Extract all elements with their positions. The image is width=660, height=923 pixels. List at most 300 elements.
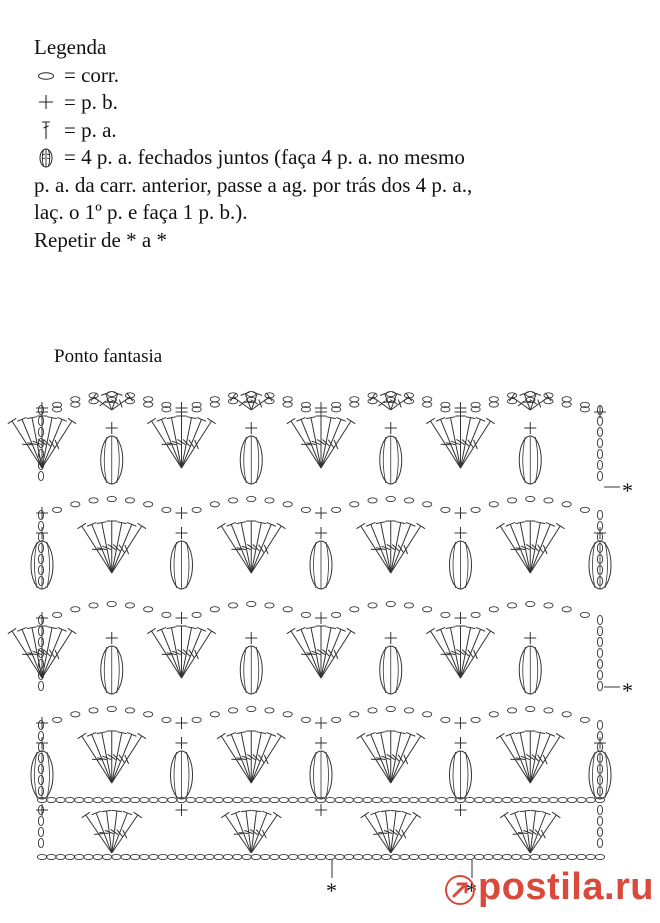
chain-stitch: [38, 827, 43, 836]
chain-stitch: [404, 708, 413, 713]
chain-stitch: [489, 712, 498, 717]
chain-stitch: [409, 797, 418, 802]
chain-stitch: [149, 797, 158, 802]
chain-stitch: [214, 797, 223, 802]
chain-stitch: [544, 498, 553, 503]
chain-stitch: [186, 854, 195, 859]
cluster-stitch-lines: [35, 541, 50, 589]
cluster-stitch-lines: [383, 646, 398, 694]
chain-stitch: [549, 797, 558, 802]
chain-stitch: [301, 717, 310, 722]
chain-stitch: [301, 507, 310, 512]
chain-stitch: [544, 708, 553, 713]
single-crochet-stitch: [106, 422, 118, 434]
chain-stitch: [597, 805, 602, 814]
chain-stitch: [38, 838, 43, 847]
double-crochet-stitch: [167, 417, 182, 468]
chain-stitch: [597, 681, 602, 690]
chain-stitch: [368, 498, 377, 503]
chain-stitch: [489, 402, 498, 407]
chain-stitch: [38, 510, 43, 519]
chain-stitch: [502, 854, 511, 859]
chain-stitch: [562, 402, 571, 407]
chain-stitch: [597, 816, 602, 825]
chain-stitch: [437, 854, 446, 859]
chain-stitch: [350, 607, 359, 612]
single-crochet-stitch: [245, 632, 257, 644]
chain-stitch: [38, 576, 43, 585]
chain-stitch: [47, 854, 56, 859]
chain-stitch: [335, 797, 344, 802]
single-crochet-stitch: [176, 737, 188, 749]
chain-stitch: [423, 402, 432, 407]
chain-stitch: [562, 712, 571, 717]
chain-stitch: [205, 854, 214, 859]
chain-stitch: [89, 603, 98, 608]
chain-stitch: [335, 854, 344, 859]
double-crochet-stitch: [87, 732, 112, 783]
chain-stitch: [53, 717, 62, 722]
chain-stitch: [247, 706, 256, 711]
chain-stitch: [577, 797, 586, 802]
double-crochet-stitch: [321, 417, 336, 468]
chain-stitch: [512, 854, 521, 859]
chain-stitch: [140, 797, 149, 802]
cluster-stitch-lines: [314, 751, 329, 799]
double-crochet-stitch: [530, 522, 555, 573]
chain-stitch: [580, 612, 589, 617]
chain-stitch: [475, 797, 484, 802]
double-crochet-stitch: [530, 522, 545, 573]
chain-stitch: [493, 854, 502, 859]
repeat-marker: *: [326, 878, 337, 903]
chain-stitch: [247, 601, 256, 606]
chain-stitch: [144, 502, 153, 507]
chain-stitch: [144, 402, 153, 407]
chain-stitch: [484, 797, 493, 802]
chain-stitch: [419, 797, 428, 802]
chain-stitch: [144, 712, 153, 717]
chain-stitch: [404, 603, 413, 608]
single-crochet-stitch: [315, 717, 327, 729]
chain-stitch: [526, 496, 535, 501]
chain-stitch: [558, 797, 567, 802]
chain-stitch: [140, 854, 149, 859]
chain-stitch: [326, 854, 335, 859]
chain-icon: [34, 64, 58, 86]
double-crochet-stitch: [296, 627, 321, 678]
chain-stitch: [223, 854, 232, 859]
double-crochet-stitch: [42, 417, 57, 468]
chain-stitch: [586, 854, 595, 859]
chain-stitch: [428, 797, 437, 802]
chain-stitch: [93, 854, 102, 859]
chain-stitch: [400, 797, 409, 802]
chain-stitch: [93, 797, 102, 802]
single-crochet-stitch: [594, 737, 606, 749]
chain-stitch: [158, 854, 167, 859]
double-crochet-stitch: [391, 732, 416, 783]
chain-stitch: [489, 607, 498, 612]
chain-stitch: [437, 797, 446, 802]
chain-stitch: [471, 612, 480, 617]
double-crochet-stitch: [461, 627, 476, 678]
double-crochet-stitch: [446, 627, 461, 678]
chain-stitch: [75, 854, 84, 859]
chain-stitch: [597, 626, 602, 635]
double-crochet-stitch: [227, 732, 252, 783]
chain-stitch: [279, 854, 288, 859]
chain-stitch: [75, 797, 84, 802]
chain-stitch: [332, 507, 341, 512]
chain-stitch: [562, 502, 571, 507]
double-crochet-stitch: [251, 732, 266, 783]
chain-stitch: [251, 797, 260, 802]
repeat-marker: *: [622, 478, 633, 503]
legend-continuation-1: p. a. da carr. anterior, passe a ag. por trás dos 4 p. a.,: [34, 172, 473, 197]
cluster-stitch-lines: [453, 751, 468, 799]
chain-stitch: [471, 717, 480, 722]
cluster-stitch-lines: [174, 541, 189, 589]
chain-stitch: [493, 797, 502, 802]
chain-stitch: [38, 554, 43, 563]
chain-stitch: [597, 648, 602, 657]
chain-stitch: [316, 854, 325, 859]
chain-stitch: [53, 612, 62, 617]
chain-stitch: [71, 607, 80, 612]
chain-stitch: [162, 507, 171, 512]
double-crochet-stitch: [391, 732, 406, 783]
chain-stitch: [37, 854, 46, 859]
cluster-stitch-lines: [104, 436, 119, 484]
single-crochet-stitch: [315, 507, 327, 519]
chain-stitch: [210, 607, 219, 612]
chain-stitch: [196, 854, 205, 859]
chain-stitch: [65, 797, 74, 802]
chain-stitch: [71, 397, 80, 402]
chain-stitch: [507, 603, 516, 608]
chain-stitch: [512, 797, 521, 802]
double-crochet-stitch: [321, 417, 346, 468]
chain-stitch: [270, 797, 279, 802]
chain-stitch: [283, 712, 292, 717]
chain-stitch: [84, 797, 93, 802]
double-crochet-stitch: [112, 522, 137, 573]
chain-stitch: [192, 717, 201, 722]
chain-stitch: [441, 612, 450, 617]
double-crochet-stitch: [306, 417, 321, 468]
chain-stitch: [130, 854, 139, 859]
double-crochet-stitch: [157, 627, 182, 678]
double-crochet-stitch: [461, 627, 486, 678]
legend-continuation-2: laç. o 1º p. e faça 1 p. b.).: [34, 200, 248, 224]
cluster-stitch-lines: [523, 436, 538, 484]
legend-item-cluster: [34, 144, 634, 172]
cluster-stitch-lines: [35, 751, 50, 799]
single-crochet-stitch: [455, 737, 467, 749]
chain-stitch: [484, 854, 493, 859]
chain-stitch: [465, 854, 474, 859]
cluster-icon: [34, 147, 58, 169]
chain-stitch: [540, 854, 549, 859]
chain-stitch: [125, 603, 134, 608]
chain-stitch: [38, 543, 43, 552]
double-crochet-stitch: [42, 627, 57, 678]
chain-stitch: [568, 797, 577, 802]
chain-stitch: [423, 712, 432, 717]
chain-stitch: [372, 854, 381, 859]
chain-stitch: [56, 854, 65, 859]
double-crochet-stitch: [366, 522, 391, 573]
single-crochet-stitch: [315, 527, 327, 539]
single-crochet-stitch: [594, 527, 606, 539]
chain-stitch: [344, 797, 353, 802]
chain-stitch: [144, 397, 153, 402]
chain-stitch: [210, 402, 219, 407]
legend-item-single-crochet: [34, 89, 634, 117]
chain-stitch: [242, 797, 251, 802]
legend-title: Legenda: [34, 35, 107, 59]
chain-stitch: [404, 498, 413, 503]
chain-stitch: [279, 797, 288, 802]
chain-stitch: [38, 742, 43, 751]
chain-stitch: [149, 854, 158, 859]
chain-stitch: [192, 507, 201, 512]
chain-stitch: [53, 507, 62, 512]
double-crochet-stitch: [236, 732, 251, 783]
double-crochet-stitch: [97, 732, 112, 783]
double-crochet-stitch: [390, 392, 401, 410]
double-crochet-stitch: [251, 522, 266, 573]
cluster-stitch-lines: [453, 541, 468, 589]
chain-stitch: [475, 854, 484, 859]
chain-stitch: [223, 797, 232, 802]
chain-stitch: [386, 601, 395, 606]
chain-stitch: [38, 775, 43, 784]
chain-stitch: [242, 854, 251, 859]
chain-stitch: [350, 712, 359, 717]
single-crochet-stitch: [594, 406, 606, 418]
chain-stitch: [121, 797, 130, 802]
double-crochet-stitch: [530, 732, 555, 783]
double-crochet-stitch: [97, 522, 112, 573]
chain-stitch: [38, 720, 43, 729]
double-crochet-stitch: [182, 417, 197, 468]
chain-stitch: [428, 854, 437, 859]
chain-stitch: [423, 397, 432, 402]
single-crochet-stitch: [176, 717, 188, 729]
chain-stitch: [71, 402, 80, 407]
chain-stitch: [168, 797, 177, 802]
cluster-stitch-lines: [523, 646, 538, 694]
chain-stitch: [597, 838, 602, 847]
chain-stitch: [38, 405, 43, 414]
double-crochet-stitch: [506, 522, 531, 573]
double-crochet-stitch: [391, 522, 406, 573]
chain-stitch: [386, 706, 395, 711]
crochet-chart: [0, 370, 660, 923]
double-crochet-stitch: [42, 627, 67, 678]
single-crochet-stitch: [315, 804, 327, 816]
double-crochet-stitch: [111, 392, 122, 410]
chain-stitch: [344, 854, 353, 859]
single-crochet-stitch: [36, 612, 48, 624]
chain-stitch: [597, 427, 602, 436]
chain-stitch: [597, 438, 602, 447]
chain-stitch: [38, 731, 43, 740]
single-crochet-stitch: [455, 612, 467, 624]
chain-stitch: [350, 397, 359, 402]
chain-stitch: [162, 612, 171, 617]
single-crochet-stitch: [245, 422, 257, 434]
single-crochet-icon: [34, 92, 58, 114]
chain-stitch: [228, 603, 237, 608]
chain-stitch: [326, 797, 335, 802]
chain-stitch: [107, 706, 116, 711]
chain-stitch: [38, 786, 43, 795]
chain-stitch: [441, 507, 450, 512]
chain-stitch: [354, 797, 363, 802]
chain-stitch: [595, 854, 604, 859]
chain-stitch: [586, 797, 595, 802]
cluster-stitch-lines: [383, 436, 398, 484]
chain-stitch: [107, 601, 116, 606]
legend-item-chain: [34, 62, 634, 90]
double-crochet-stitch: [515, 732, 530, 783]
double-crochet-stitch: [391, 522, 416, 573]
chain-stitch: [368, 603, 377, 608]
chain-stitch: [247, 496, 256, 501]
chain-stitch: [233, 797, 242, 802]
chain-stitch: [38, 615, 43, 624]
chain-stitch: [382, 854, 391, 859]
legend-text-single-crochet: = p. b.: [64, 90, 118, 114]
chain-stitch: [577, 854, 586, 859]
cluster-stitch-lines: [244, 436, 259, 484]
single-crochet-stitch: [176, 507, 188, 519]
chain-stitch: [192, 612, 201, 617]
double-crochet-stitch: [182, 627, 197, 678]
chain-stitch: [38, 471, 43, 480]
legend-item-double-crochet: [34, 117, 634, 145]
chain-stitch: [354, 854, 363, 859]
chain-stitch: [71, 502, 80, 507]
single-crochet-stitch: [455, 804, 467, 816]
chain-stitch: [196, 797, 205, 802]
double-crochet-stitch: [461, 417, 476, 468]
single-crochet-stitch: [455, 527, 467, 539]
double-crochet-stitch: [251, 522, 276, 573]
chain-stitch: [265, 708, 274, 713]
chain-stitch: [112, 797, 121, 802]
chain-stitch: [419, 854, 428, 859]
single-crochet-stitch: [315, 737, 327, 749]
double-crochet-stitch: [436, 627, 461, 678]
chain-stitch: [597, 827, 602, 836]
chain-stitch: [544, 603, 553, 608]
double-crochet-stitch: [112, 522, 127, 573]
chain-stitch: [549, 854, 558, 859]
chain-stitch: [368, 708, 377, 713]
legend-text-double-crochet: = p. a.: [64, 117, 117, 142]
chain-stitch: [597, 637, 602, 646]
chain-stitch: [214, 854, 223, 859]
chain-stitch: [530, 854, 539, 859]
chain-stitch: [265, 498, 274, 503]
chain-stitch: [507, 708, 516, 713]
chain-stitch: [38, 416, 43, 425]
chain-stitch: [350, 402, 359, 407]
chain-stitch: [526, 601, 535, 606]
chain-stitch: [386, 496, 395, 501]
chain-stitch: [265, 603, 274, 608]
legend-text-chain: = corr.: [64, 62, 119, 87]
chain-stitch: [423, 607, 432, 612]
chain-stitch: [210, 397, 219, 402]
double-crochet-stitch: [112, 732, 137, 783]
chain-stitch: [38, 626, 43, 635]
double-crochet-stitch: [530, 392, 541, 410]
double-crochet-stitch: [321, 627, 346, 678]
legend: [34, 34, 634, 254]
single-crochet-stitch: [176, 804, 188, 816]
chain-stitch: [103, 797, 112, 802]
chain-stitch: [521, 797, 530, 802]
chain-stitch: [301, 612, 310, 617]
chain-stitch: [38, 427, 43, 436]
chain-stitch: [283, 397, 292, 402]
chain-stitch: [332, 612, 341, 617]
chain-stitch: [521, 854, 530, 859]
chain-stitch: [65, 854, 74, 859]
chain-stitch: [530, 797, 539, 802]
chart-title: Ponto fantasia: [54, 346, 163, 367]
chain-stitch: [597, 720, 602, 729]
chain-stitch: [307, 797, 316, 802]
chain-stitch: [38, 521, 43, 530]
chain-stitch: [580, 507, 589, 512]
chain-stitch: [526, 706, 535, 711]
chain-stitch: [177, 854, 186, 859]
double-crochet-stitch: [182, 627, 207, 678]
chain-stitch: [597, 471, 602, 480]
single-crochet-stitch: [36, 717, 48, 729]
double-crochet-stitch: [251, 392, 262, 410]
chain-stitch: [47, 797, 56, 802]
cluster-stitch-lines: [174, 751, 189, 799]
double-crochet-stitch: [157, 417, 182, 468]
chain-stitch: [228, 498, 237, 503]
double-crochet-stitch: [112, 732, 127, 783]
watermark-logo-icon: [444, 874, 476, 906]
chain-stitch: [597, 449, 602, 458]
single-crochet-stitch: [455, 507, 467, 519]
chain-stitch: [350, 502, 359, 507]
chain-stitch: [71, 712, 80, 717]
chain-stitch: [283, 402, 292, 407]
repeat-marker: *: [466, 878, 477, 903]
legend-text-cluster: = 4 p. a. fechados juntos (faça 4 p. a. no mesmo: [64, 145, 465, 169]
chain-stitch: [168, 854, 177, 859]
chain-stitch: [540, 797, 549, 802]
double-crochet-stitch: [376, 522, 391, 573]
chain-stitch: [363, 797, 372, 802]
chain-stitch: [372, 797, 381, 802]
chain-stitch: [489, 502, 498, 507]
double-crochet-stitch: [530, 732, 545, 783]
single-crochet-stitch: [385, 632, 397, 644]
chain-stitch: [298, 854, 307, 859]
